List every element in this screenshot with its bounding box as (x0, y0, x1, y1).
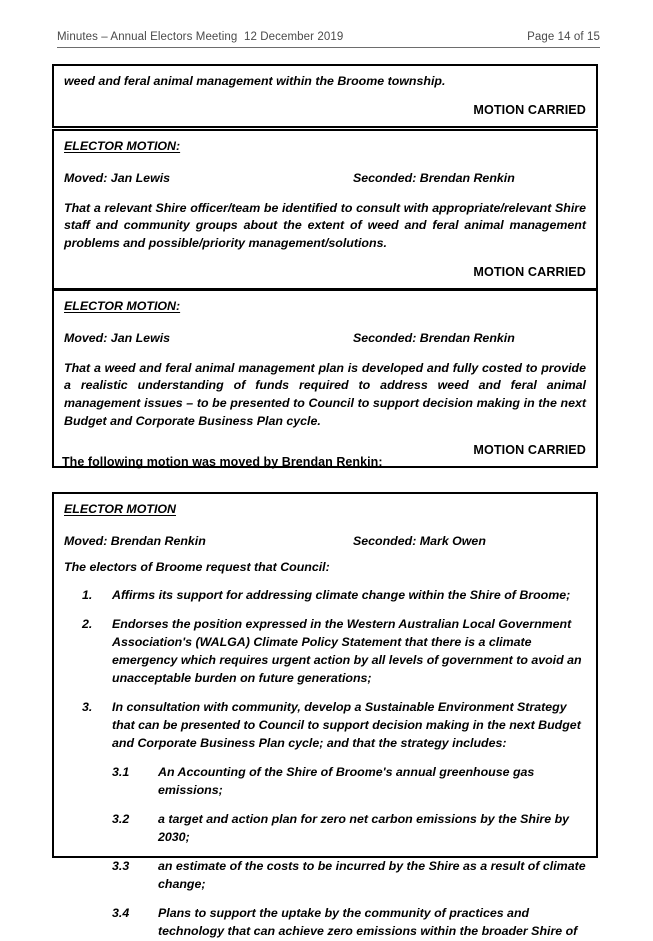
sub-list-item-marker: 3.3 (112, 859, 130, 874)
lead-in-paragraph: The following motion was moved by Brendan Renkin: (62, 455, 383, 469)
motion-moved-by: Moved: Brendan Renkin (64, 533, 206, 548)
motion-seconded-by: Seconded: Mark Owen (353, 533, 486, 548)
motion-result-label: MOTION CARRIED (473, 265, 586, 280)
motion-seconded-by: Seconded: Brendan Renkin (353, 170, 515, 185)
motion-title: ELECTOR MOTION: (64, 139, 181, 153)
motion-body-text: That a weed and feral animal management plan is developed and fully costed to provide a realistic understanding of funds required to address weed and feral animal management issues – to be presented to Council to support decision making in the next Budget and Corporate Business Plan cycle. (64, 360, 586, 429)
motion-body-text: That a relevant Shire officer/team be identified to consult with appropriate/relevant Shire staff and community groups about the extent of weed and feral animal management problems and possible/priority management/solutions. (64, 200, 586, 251)
motion-movers-row (64, 533, 586, 549)
motion-seconded-by: Seconded: Brendan Renkin (353, 330, 515, 345)
list-item-marker: 2. (82, 617, 93, 632)
header-document-title: Minutes – Annual Electors Meeting 12 December 2019 (57, 31, 344, 43)
header-page-number: Page 14 of 15 (527, 31, 600, 43)
motion-box-elector-motion-1 (52, 129, 598, 290)
motion-intro-text: The electors of Broome request that Council: (64, 559, 330, 574)
list-item (64, 587, 586, 605)
sub-list-item-text: a target and action plan for zero net carbon emissions by the Shire by 2030; (158, 812, 570, 845)
sub-list-item-marker: 3.1 (112, 765, 130, 780)
motion-title: ELECTOR MOTION (64, 502, 176, 516)
list-item-marker: 1. (82, 588, 93, 603)
sub-list-item-marker: 3.4 (112, 906, 130, 920)
sub-list-item-text: An Accounting of the Shire of Broome's annual greenhouse gas emissions; (158, 765, 535, 798)
motion-movers-row (64, 330, 586, 346)
sub-list-item-text: Plans to support the uptake by the community of practices and technology that can achieve zero emissions within the broader Shire of (158, 906, 578, 938)
motion-box-continuation (52, 64, 598, 128)
motion-result-label: MOTION CARRIED (473, 443, 586, 458)
sub-list-item-marker: 3.2 (112, 812, 130, 827)
list-item (64, 699, 586, 941)
sub-list-item (112, 858, 586, 894)
page-header (57, 31, 600, 48)
motion-box-elector-motion-3 (52, 492, 598, 938)
list-item-text: Affirms its support for addressing climate change within the Shire of Broome; (112, 588, 571, 603)
sub-list-item-text: an estimate of the costs to be incurred by the Shire as a result of climate change; (158, 859, 586, 892)
motion-moved-by: Moved: Jan Lewis (64, 170, 171, 185)
list-item (64, 616, 586, 688)
motion-numbered-list (64, 587, 586, 941)
motion-movers-row (64, 170, 586, 186)
sub-list-item (112, 764, 586, 800)
motion-result-label: MOTION CARRIED (473, 102, 586, 117)
sub-list-item (112, 905, 586, 941)
list-item-marker: 3. (82, 700, 93, 715)
sub-list-item (112, 811, 586, 847)
list-item-text: In consultation with community, develop a Sustainable Environment Strategy that can be presented to Council to support decision making in the next Budget and Corporate Business Plan cycle; and that the strategy includes: (112, 700, 581, 751)
motion-sub-list (112, 764, 586, 941)
motion-moved-by: Moved: Jan Lewis (64, 330, 171, 345)
list-item-text: Endorses the position expressed in the Western Australian Local Government Association's (WALGA) Climate Policy Statement that there is a climate emergency which requires urgent action by all levels of government to avoid an unacceptable burden on future generations; (112, 617, 582, 686)
motion-title: ELECTOR MOTION: (64, 299, 181, 313)
motion-body-text: weed and feral animal management within the Broome township. (64, 74, 446, 88)
motion-box-elector-motion-2 (52, 289, 598, 468)
